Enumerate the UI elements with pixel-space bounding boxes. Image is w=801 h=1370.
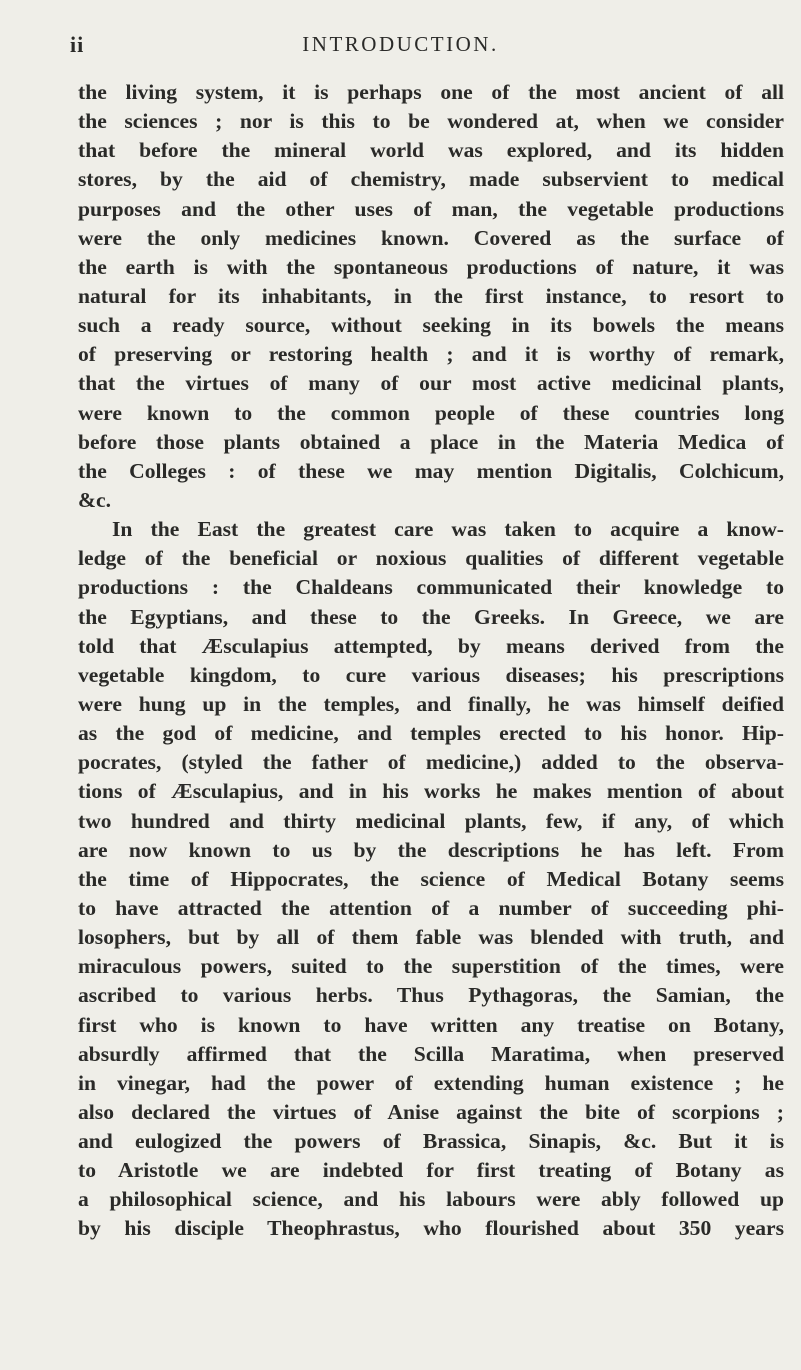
text-line: tions of Æsculapius, and in his works he makes mention of about — [78, 779, 784, 804]
text-line: were known to the common people of these countries long — [78, 400, 784, 425]
text-line: to Aristotle we are indebted for first treating of Botany as — [78, 1158, 784, 1183]
text-line: natural for its inhabitants, in the first instance, to resort to — [78, 283, 784, 308]
text-line: told that Æsculapius attempted, by means derived from the — [78, 633, 784, 658]
text-line: to have attracted the attention of a number of succeeding phi- — [78, 895, 784, 920]
text-line: losophers, but by all of them fable was blended with truth, and — [78, 925, 784, 950]
text-line: such a ready source, without seeking in its bowels the means — [78, 313, 784, 338]
text-line: before those plants obtained a place in the Materia Medica of — [78, 429, 784, 454]
text-line: were the only medicines known. Covered as the surface of — [78, 225, 784, 250]
text-line: purposes and the other uses of man, the vegetable productions — [78, 196, 784, 221]
text-line: and eulogized the powers of Brassica, Sinapis, &c. But it is — [78, 1129, 784, 1154]
text-line: a philosophical science, and his labours were ably followed up — [78, 1187, 784, 1212]
text-line: vegetable kingdom, to cure various diseases; his prescriptions — [78, 662, 784, 687]
text-line: first who is known to have written any treatise on Botany, — [78, 1012, 784, 1037]
text-line: &c. — [78, 487, 111, 512]
text-line: stores, by the aid of chemistry, made subservient to medical — [78, 167, 784, 192]
text-line: that the virtues of many of our most active medicinal plants, — [78, 371, 784, 396]
running-header — [0, 32, 801, 62]
text-line: the Egyptians, and these to the Greeks. In Greece, we are — [78, 604, 784, 629]
text-line: also declared the virtues of Anise against the bite of scorpions ; — [78, 1099, 784, 1124]
body-text — [78, 78, 784, 1244]
text-line: the sciences ; nor is this to be wondered at, when we consider — [78, 109, 784, 134]
text-line: miraculous powers, suited to the superstition of the times, were — [78, 954, 784, 979]
text-line: the living system, it is perhaps one of the most ancient of all — [78, 80, 784, 104]
page-number: ii — [70, 32, 85, 57]
text-line: ledge of the beneficial or noxious qualities of different vegetable — [78, 546, 784, 571]
text-line: pocrates, (styled the father of medicine,) added to the observa- — [78, 750, 784, 775]
text-line: that before the mineral world was explored, and its hidden — [78, 138, 784, 163]
text-line: of preserving or restoring health ; and it is worthy of remark, — [78, 342, 784, 367]
text-line: the Colleges : of these we may mention Digitalis, Colchicum, — [78, 458, 784, 483]
text-line: by his disciple Theophrastus, who flourished about 350 years — [78, 1216, 784, 1241]
paragraph — [78, 515, 784, 1244]
text-line: productions : the Chaldeans communicated their knowledge to — [78, 575, 784, 600]
text-line: the time of Hippocrates, the science of Medical Botany seems — [78, 866, 784, 891]
text-line: in vinegar, had the power of extending human existence ; he — [78, 1070, 784, 1095]
text-line: the earth is with the spontaneous productions of nature, it was — [78, 254, 784, 279]
text-line: as the god of medicine, and temples erected to his honor. Hip- — [78, 721, 784, 746]
text-line: ascribed to various herbs. Thus Pythagoras, the Samian, the — [78, 983, 784, 1008]
text-line: absurdly affirmed that the Scilla Maratima, when preserved — [78, 1041, 784, 1066]
text-line: In the East the greatest care was taken to acquire a know- — [112, 517, 784, 542]
text-line: are now known to us by the descriptions he has left. From — [78, 837, 784, 862]
chapter-title: INTRODUCTION. — [302, 32, 499, 56]
text-line: two hundred and thirty medicinal plants, few, if any, of which — [78, 808, 784, 833]
text-line: were hung up in the temples, and finally, he was himself deified — [78, 691, 784, 716]
paragraph — [78, 78, 784, 515]
